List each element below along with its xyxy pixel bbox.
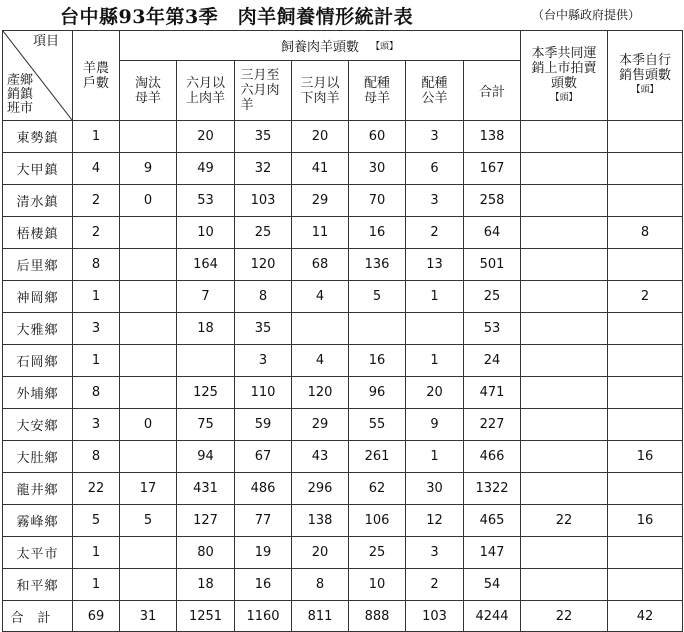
table-row [3,473,683,505]
cell-over6 [177,345,235,377]
cell-m3to6: 25 [235,217,292,249]
cell-total: 138 [464,121,521,153]
cell-rams: 1 [406,345,464,377]
cell-under3: 138 [292,505,349,537]
cell-auction: 22 [521,505,608,537]
cell-m3to6: 103 [235,185,292,217]
cell-ewes: 55 [349,409,406,441]
cell-ewes: 5 [349,281,406,313]
cell-auction [521,217,608,249]
header-ewes: 配種母羊 [349,61,406,121]
cell-total: 465 [464,505,521,537]
cell-auction [521,281,608,313]
cell-self: 16 [608,505,683,537]
cell-m3to6: 16 [235,569,292,601]
total-under3: 811 [292,601,349,632]
cell-auction [521,121,608,153]
source-note: （台中縣政府提供） [532,8,641,22]
cell-culled [120,281,177,313]
table-row [3,121,683,153]
cell-total: 227 [464,409,521,441]
cell-over6: 94 [177,441,235,473]
cell-rams: 12 [406,505,464,537]
cell-self [608,345,683,377]
cell-under3: 11 [292,217,349,249]
cell-over6: 49 [177,153,235,185]
cell-rams: 13 [406,249,464,281]
cell-self [608,537,683,569]
cell-households: 3 [73,409,120,441]
cell-self [608,153,683,185]
cell-households: 8 [73,377,120,409]
cell-total: 53 [464,313,521,345]
cell-under3: 68 [292,249,349,281]
cell-culled: 5 [120,505,177,537]
header-3to6: 三月至六月肉羊 [235,61,292,121]
cell-m3to6: 120 [235,249,292,281]
cell-rams: 6 [406,153,464,185]
cell-rams: 2 [406,569,464,601]
cell-over6: 7 [177,281,235,313]
cell-ewes: 62 [349,473,406,505]
table-row [3,569,683,601]
town-name: 大甲鎮 [3,153,73,185]
cell-households: 1 [73,345,120,377]
cell-ewes: 70 [349,185,406,217]
town-name: 太平市 [3,537,73,569]
cell-over6: 18 [177,569,235,601]
cell-rams [406,313,464,345]
cell-over6: 18 [177,313,235,345]
cell-under3: 41 [292,153,349,185]
cell-auction [521,153,608,185]
cell-rams: 1 [406,441,464,473]
table-row [3,313,683,345]
cell-self: 8 [608,217,683,249]
cell-under3: 29 [292,185,349,217]
cell-rams: 3 [406,185,464,217]
livestock-table [2,30,683,632]
header-auction: 本季共同運銷上市拍賣頭數 【頭】 [521,31,608,121]
cell-m3to6: 110 [235,377,292,409]
cell-under3: 43 [292,441,349,473]
cell-households: 5 [73,505,120,537]
town-name: 外埔鄉 [3,377,73,409]
cell-households: 8 [73,441,120,473]
header-group [120,31,521,61]
cell-households: 1 [73,281,120,313]
header-over6: 六月以上肉羊 [177,61,235,121]
cell-culled: 0 [120,409,177,441]
town-name: 龍井鄉 [3,473,73,505]
cell-self: 16 [608,441,683,473]
town-name: 清水鎮 [3,185,73,217]
cell-self [608,377,683,409]
cell-m3to6: 35 [235,121,292,153]
header-total: 合計 [464,61,521,121]
cell-ewes [349,313,406,345]
cell-households: 4 [73,153,120,185]
cell-culled [120,441,177,473]
total-rams: 103 [406,601,464,632]
cell-households: 3 [73,313,120,345]
cell-auction [521,441,608,473]
cell-auction [521,377,608,409]
cell-auction [521,409,608,441]
cell-m3to6: 486 [235,473,292,505]
town-name: 大安鄉 [3,409,73,441]
cell-rams: 20 [406,377,464,409]
cell-self [608,569,683,601]
cell-total: 1322 [464,473,521,505]
cell-culled [120,569,177,601]
town-name: 石岡鄉 [3,345,73,377]
cell-over6: 75 [177,409,235,441]
town-name: 大雅鄉 [3,313,73,345]
cell-ewes: 60 [349,121,406,153]
corner-bottom-label: 產鄉銷鎮班市 [6,73,33,116]
cell-over6: 80 [177,537,235,569]
cell-total: 64 [464,217,521,249]
cell-ewes: 136 [349,249,406,281]
cell-total: 258 [464,185,521,217]
cell-households: 1 [73,569,120,601]
cell-under3: 20 [292,537,349,569]
cell-auction [521,249,608,281]
cell-culled [120,537,177,569]
header-culled: 淘汰母羊 [120,61,177,121]
cell-ewes: 10 [349,569,406,601]
town-name: 梧棲鎮 [3,217,73,249]
cell-culled [120,313,177,345]
header-self-sales: 本季自行銷售頭數 【頭】 [608,31,683,121]
cell-rams: 30 [406,473,464,505]
cell-total: 167 [464,153,521,185]
cell-over6: 53 [177,185,235,217]
cell-households: 22 [73,473,120,505]
cell-m3to6: 59 [235,409,292,441]
cell-auction [521,313,608,345]
cell-households: 2 [73,217,120,249]
cell-culled: 9 [120,153,177,185]
cell-over6: 10 [177,217,235,249]
cell-total: 501 [464,249,521,281]
cell-total: 54 [464,569,521,601]
cell-over6: 164 [177,249,235,281]
table-row [3,537,683,569]
total-self: 42 [608,601,683,632]
cell-under3: 296 [292,473,349,505]
cell-under3: 4 [292,281,349,313]
cell-ewes: 261 [349,441,406,473]
table-row [3,409,683,441]
cell-culled [120,217,177,249]
total-m3to6: 1160 [235,601,292,632]
town-name: 神岡鄉 [3,281,73,313]
table-row [3,345,683,377]
cell-auction [521,345,608,377]
cell-culled: 17 [120,473,177,505]
totals-label: 合計 [3,601,73,632]
cell-auction [521,569,608,601]
town-name: 東勢鎮 [3,121,73,153]
corner-top-label: 項目 [32,34,59,49]
header-group-unit: 【頭】 [370,42,398,52]
total-total: 4244 [464,601,521,632]
header-group-label: 飼養肉羊頭數 [280,40,359,55]
header-rams: 配種公羊 [406,61,464,121]
cell-auction [521,537,608,569]
cell-over6: 127 [177,505,235,537]
cell-self [608,249,683,281]
cell-households: 1 [73,121,120,153]
cell-self [608,409,683,441]
table-row [3,185,683,217]
cell-ewes: 16 [349,217,406,249]
cell-m3to6: 77 [235,505,292,537]
cell-culled [120,377,177,409]
total-culled: 31 [120,601,177,632]
cell-self [608,313,683,345]
corner-header [3,31,73,121]
cell-self [608,473,683,505]
cell-under3: 8 [292,569,349,601]
cell-m3to6: 3 [235,345,292,377]
cell-ewes: 106 [349,505,406,537]
cell-m3to6: 32 [235,153,292,185]
cell-culled [120,249,177,281]
cell-households: 2 [73,185,120,217]
cell-over6: 431 [177,473,235,505]
table-row [3,249,683,281]
header-households: 羊農戶數 [73,31,120,121]
cell-households: 8 [73,249,120,281]
cell-m3to6: 19 [235,537,292,569]
cell-self [608,121,683,153]
cell-rams: 9 [406,409,464,441]
table-row [3,281,683,313]
cell-rams: 3 [406,121,464,153]
cell-under3: 20 [292,121,349,153]
cell-self [608,185,683,217]
cell-total: 466 [464,441,521,473]
cell-over6: 20 [177,121,235,153]
cell-over6: 125 [177,377,235,409]
town-name: 和平鄉 [3,569,73,601]
table-row [3,217,683,249]
cell-ewes: 96 [349,377,406,409]
cell-rams: 3 [406,537,464,569]
town-name: 大肚鄉 [3,441,73,473]
cell-rams: 1 [406,281,464,313]
table-row [3,441,683,473]
cell-under3: 4 [292,345,349,377]
cell-total: 471 [464,377,521,409]
cell-culled [120,345,177,377]
cell-m3to6: 67 [235,441,292,473]
cell-culled [120,121,177,153]
page-title: 台中縣93年第3季 肉羊飼養情形統計表 [60,6,414,28]
table-row [3,153,683,185]
total-over6: 1251 [177,601,235,632]
cell-total: 147 [464,537,521,569]
cell-under3 [292,313,349,345]
cell-culled: 0 [120,185,177,217]
cell-total: 24 [464,345,521,377]
cell-under3: 120 [292,377,349,409]
cell-rams: 2 [406,217,464,249]
cell-households: 1 [73,537,120,569]
cell-ewes: 25 [349,537,406,569]
cell-under3: 29 [292,409,349,441]
cell-auction [521,473,608,505]
total-auction: 22 [521,601,608,632]
cell-total: 25 [464,281,521,313]
cell-self: 2 [608,281,683,313]
town-name: 霧峰鄉 [3,505,73,537]
total-households: 69 [73,601,120,632]
cell-m3to6: 35 [235,313,292,345]
table-row [3,377,683,409]
cell-ewes: 30 [349,153,406,185]
cell-ewes: 16 [349,345,406,377]
header-under3: 三月以下肉羊 [292,61,349,121]
total-ewes: 888 [349,601,406,632]
cell-m3to6: 8 [235,281,292,313]
town-name: 后里鄉 [3,249,73,281]
table-row [3,505,683,537]
cell-auction [521,185,608,217]
